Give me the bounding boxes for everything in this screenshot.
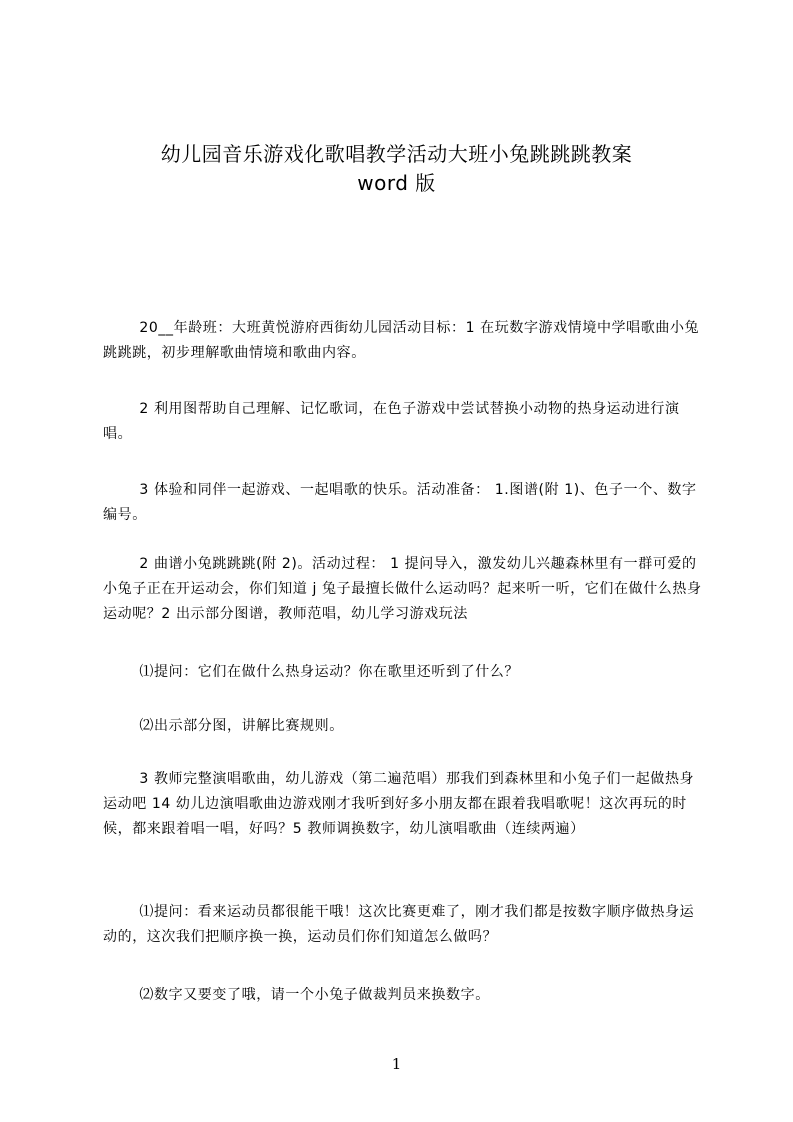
paragraph-5: ⑴提问：它们在做什么热身运动？你在歌里还听到了什么？ xyxy=(139,664,519,680)
paragraph-6: ⑵出示部分图，讲解比赛规则。 xyxy=(139,718,344,734)
paragraph-4: 2 曲谱小兔跳跳跳(附 2)。活动过程： 1 提问导入，激发幼儿兴趣森林里有一群可爱的小兔子正在开运动会，你们知道 j 兔子最擅长做什么运动吗？起来听一听，它们在做什么热身运动呢？2 出示部分图谱，教师范唱，幼儿学习游戏玩法 xyxy=(103,556,702,622)
paragraph-2: 2 利用图帮助自己理解、记忆歌词，在色子游戏中尝试替换小动物的热身运动进行演唱。 xyxy=(103,401,680,442)
page-number: 1 xyxy=(391,1055,402,1073)
document-title xyxy=(0,140,793,198)
title-line-2: word 版 xyxy=(357,171,436,195)
paragraph-7: 3 教师完整演唱歌曲，幼儿游戏（第二遍范唱）那我们到森林里和小兔子们一起做热身运动吧 14 幼儿边演唱歌曲边游戏刚才我听到好多小朋友都在跟着我唱歌呢！这次再玩的时候，都来跟着唱一唱，好吗？5 教师调换数字，幼儿演唱歌曲（连续两遍） xyxy=(103,771,695,837)
title-line-1: 幼儿园音乐游戏化歌唱教学活动大班小兔跳跳跳教案 xyxy=(160,142,633,166)
paragraph-9: ⑵数字又要变了哦，请一个小兔子做裁判员来换数字。 xyxy=(139,987,490,1003)
paragraph-8: ⑴提问：看来运动员都很能干哦！这次比赛更难了，刚才我们都是按数字顺序做热身运动的，这次我们把顺序换一换，运动员们你们知道怎么做吗？ xyxy=(103,904,695,945)
paragraph-1: 20__年龄班：大班黄悦游府西街幼儿园活动目标：1 在玩数字游戏情境中学唱歌曲小兔跳跳跳，初步理解歌曲情境和歌曲内容。 xyxy=(103,320,700,361)
paragraph-3: 3 体验和同伴一起游戏、一起唱歌的快乐。活动准备： 1.图谱(附 1)、色子一个、数字编号。 xyxy=(103,482,697,523)
